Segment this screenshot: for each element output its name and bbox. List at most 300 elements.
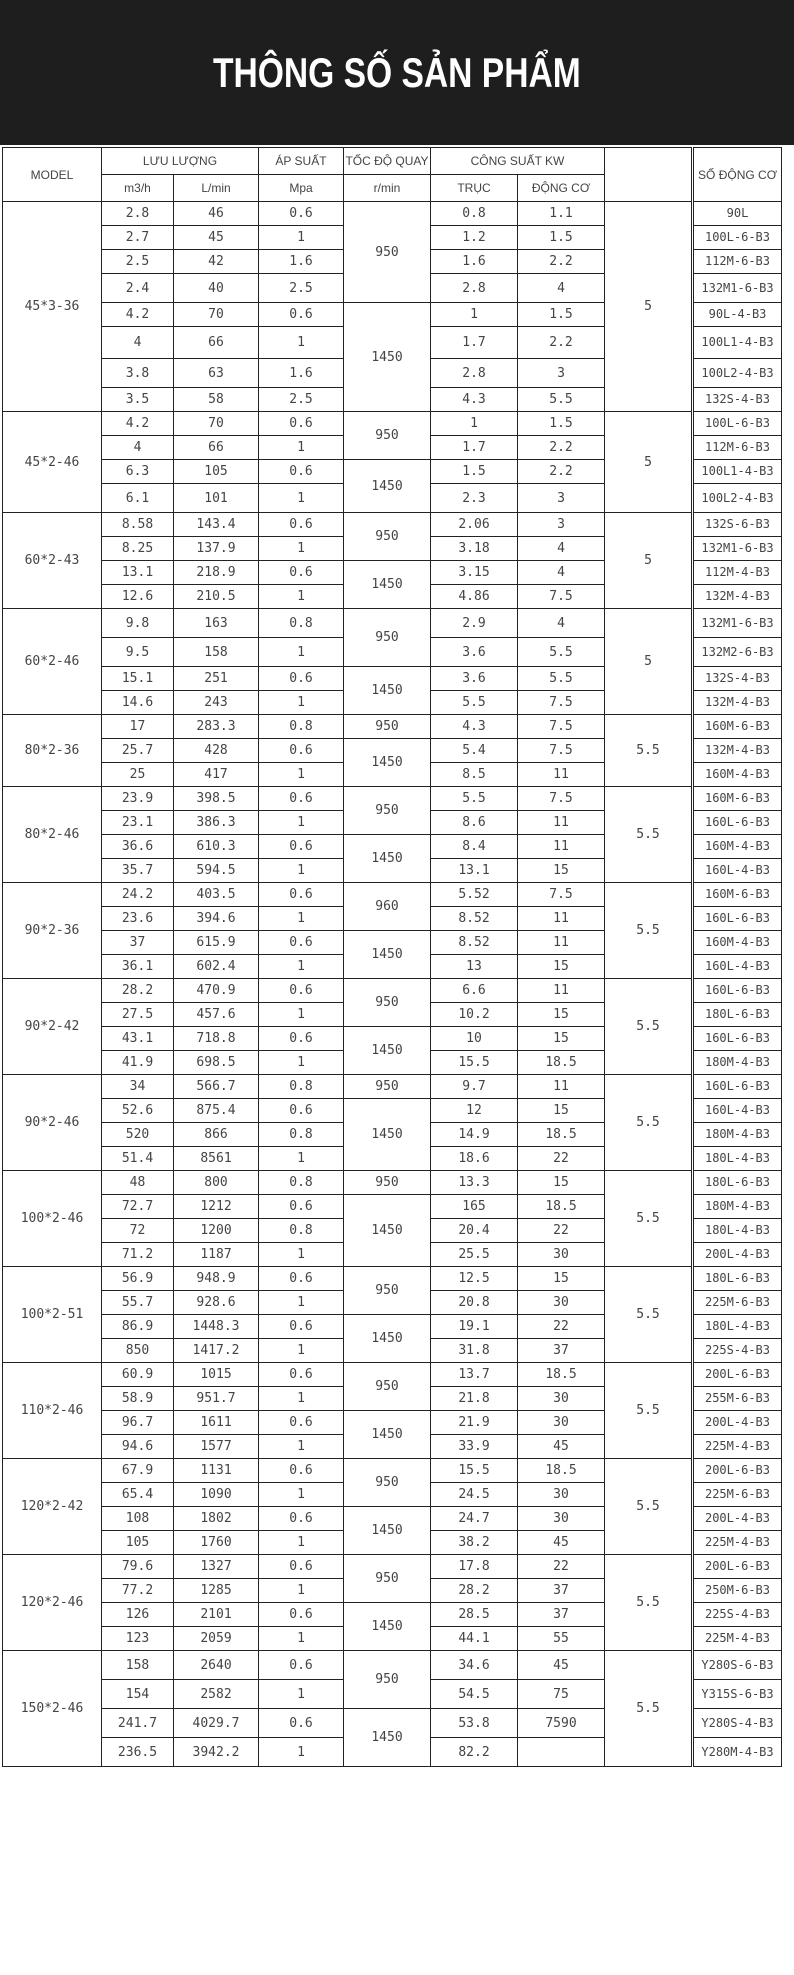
- extra-value-cell: 5.5: [605, 1267, 692, 1363]
- motor-number-cell: 160M-4-B3: [694, 835, 782, 859]
- engine-power-cell: 30: [518, 1387, 605, 1411]
- engine-power-cell: 18.5: [518, 1195, 605, 1219]
- shaft-power-cell: 4.3: [431, 388, 518, 412]
- shaft-power-cell: 2.8: [431, 274, 518, 303]
- motor-number-cell: 132M-4-B3: [694, 585, 782, 609]
- motor-number-cell: 112M-6-B3: [694, 250, 782, 274]
- motor-number-cell: 180L-4-B3: [694, 1219, 782, 1243]
- table-row: [3, 1267, 782, 1291]
- flow-m3h-cell: 123: [102, 1627, 174, 1651]
- pressure-cell: 0.8: [259, 1219, 344, 1243]
- motor-number-cell: 180M-4-B3: [694, 1195, 782, 1219]
- engine-power-cell: 15: [518, 1171, 605, 1195]
- flow-lmin-cell: 2059: [174, 1627, 259, 1651]
- shaft-power-cell: 1: [431, 303, 518, 327]
- shaft-power-cell: 3.6: [431, 667, 518, 691]
- flow-m3h-cell: 158: [102, 1651, 174, 1680]
- flow-m3h-cell: 2.5: [102, 250, 174, 274]
- pressure-cell: 0.8: [259, 1123, 344, 1147]
- pressure-cell: 0.6: [259, 1459, 344, 1483]
- engine-power-cell: 45: [518, 1651, 605, 1680]
- shaft-power-cell: 1.2: [431, 226, 518, 250]
- motor-number-cell: 180L-4-B3: [694, 1147, 782, 1171]
- engine-power-cell: 7.5: [518, 715, 605, 739]
- flow-m3h-cell: 96.7: [102, 1411, 174, 1435]
- pressure-cell: 1: [259, 327, 344, 359]
- speed-cell: 950: [344, 1651, 431, 1709]
- flow-m3h-cell: 25.7: [102, 739, 174, 763]
- pressure-cell: 1: [259, 1738, 344, 1767]
- flow-lmin-cell: 1015: [174, 1363, 259, 1387]
- model-cell: 45*3-36: [3, 202, 102, 412]
- extra-value-cell: 5.5: [605, 1363, 692, 1459]
- shaft-power-cell: 8.52: [431, 907, 518, 931]
- flow-lmin-cell: 70: [174, 412, 259, 436]
- motor-number-cell: 160L-4-B3: [694, 1099, 782, 1123]
- shaft-power-cell: 8.5: [431, 763, 518, 787]
- flow-m3h-cell: 36.1: [102, 955, 174, 979]
- shaft-power-cell: 53.8: [431, 1709, 518, 1738]
- flow-lmin-cell: 1327: [174, 1555, 259, 1579]
- flow-m3h-cell: 56.9: [102, 1267, 174, 1291]
- pressure-cell: 1: [259, 955, 344, 979]
- pressure-cell: 1: [259, 226, 344, 250]
- pressure-cell: 0.6: [259, 202, 344, 226]
- pressure-cell: 0.6: [259, 979, 344, 1003]
- page-title: THÔNG SỐ SẢN PHẨM: [213, 48, 581, 96]
- table-row: [3, 787, 782, 811]
- flow-lmin-cell: 470.9: [174, 979, 259, 1003]
- engine-power-cell: 37: [518, 1603, 605, 1627]
- motor-number-cell: 112M-6-B3: [694, 436, 782, 460]
- motor-number-cell: 132M1-6-B3: [694, 609, 782, 638]
- motor-number-cell: Y280S-4-B3: [694, 1709, 782, 1738]
- speed-cell: 950: [344, 609, 431, 667]
- flow-m3h-cell: 23.6: [102, 907, 174, 931]
- motor-number-cell: 225S-4-B3: [694, 1603, 782, 1627]
- speed-cell: 950: [344, 1459, 431, 1507]
- pressure-cell: 2.5: [259, 388, 344, 412]
- extra-value-cell: 5.5: [605, 1555, 692, 1651]
- speed-cell: 1450: [344, 667, 431, 715]
- motor-number-cell: 132S-6-B3: [694, 513, 782, 537]
- motor-number-cell: 132S-4-B3: [694, 667, 782, 691]
- motor-number-cell: 112M-4-B3: [694, 561, 782, 585]
- motor-number-cell: 90L-4-B3: [694, 303, 782, 327]
- flow-lmin-cell: 698.5: [174, 1051, 259, 1075]
- pressure-cell: 1: [259, 484, 344, 513]
- engine-power-cell: 18.5: [518, 1123, 605, 1147]
- flow-m3h-cell: 4: [102, 327, 174, 359]
- model-cell: 80*2-36: [3, 715, 102, 787]
- flow-lmin-cell: 428: [174, 739, 259, 763]
- flow-lmin-cell: 45: [174, 226, 259, 250]
- speed-cell: 1450: [344, 835, 431, 883]
- speed-cell: 950: [344, 715, 431, 739]
- shaft-power-cell: 17.8: [431, 1555, 518, 1579]
- header-engine: ĐỘNG CƠ: [518, 175, 605, 202]
- pressure-cell: 1: [259, 1579, 344, 1603]
- speed-cell: 950: [344, 412, 431, 460]
- motor-number-cell: 132M1-6-B3: [694, 274, 782, 303]
- engine-power-cell: 22: [518, 1219, 605, 1243]
- header-blank: [605, 148, 692, 202]
- engine-power-cell: 2.2: [518, 460, 605, 484]
- flow-lmin-cell: 1577: [174, 1435, 259, 1459]
- motor-number-cell: 180M-4-B3: [694, 1051, 782, 1075]
- flow-m3h-cell: 77.2: [102, 1579, 174, 1603]
- shaft-power-cell: 9.7: [431, 1075, 518, 1099]
- shaft-power-cell: 165: [431, 1195, 518, 1219]
- motor-number-cell: Y280M-4-B3: [694, 1738, 782, 1767]
- flow-lmin-cell: 58: [174, 388, 259, 412]
- pressure-cell: 0.6: [259, 1099, 344, 1123]
- engine-power-cell: 75: [518, 1680, 605, 1709]
- spec-table-body: [3, 202, 782, 1767]
- flow-m3h-cell: 850: [102, 1339, 174, 1363]
- extra-value-cell: 5.5: [605, 1459, 692, 1555]
- engine-power-cell: 11: [518, 1075, 605, 1099]
- flow-m3h-cell: 9.8: [102, 609, 174, 638]
- engine-power-cell: 4: [518, 537, 605, 561]
- engine-power-cell: 15: [518, 1003, 605, 1027]
- engine-power-cell: 5.5: [518, 388, 605, 412]
- pressure-cell: 1: [259, 811, 344, 835]
- engine-power-cell: 18.5: [518, 1459, 605, 1483]
- engine-power-cell: 18.5: [518, 1363, 605, 1387]
- flow-m3h-cell: 71.2: [102, 1243, 174, 1267]
- motor-number-cell: 200L-4-B3: [694, 1411, 782, 1435]
- header-mpa: Mpa: [259, 175, 344, 202]
- pressure-cell: 0.6: [259, 561, 344, 585]
- model-cell: 90*2-46: [3, 1075, 102, 1171]
- motor-number-cell: 100L2-4-B3: [694, 359, 782, 388]
- shaft-power-cell: 5.5: [431, 787, 518, 811]
- flow-lmin-cell: 610.3: [174, 835, 259, 859]
- shaft-power-cell: 10: [431, 1027, 518, 1051]
- engine-power-cell: 37: [518, 1579, 605, 1603]
- flow-m3h-cell: 86.9: [102, 1315, 174, 1339]
- pressure-cell: 0.6: [259, 1555, 344, 1579]
- flow-m3h-cell: 24.2: [102, 883, 174, 907]
- engine-power-cell: 7.5: [518, 787, 605, 811]
- extra-value-cell: 5: [605, 609, 692, 715]
- flow-lmin-cell: 243: [174, 691, 259, 715]
- pressure-cell: 0.6: [259, 787, 344, 811]
- flow-m3h-cell: 108: [102, 1507, 174, 1531]
- shaft-power-cell: 20.4: [431, 1219, 518, 1243]
- flow-lmin-cell: 210.5: [174, 585, 259, 609]
- motor-number-cell: 180L-6-B3: [694, 1003, 782, 1027]
- pressure-cell: 0.6: [259, 1363, 344, 1387]
- table-row: [3, 513, 782, 537]
- engine-power-cell: 15: [518, 1099, 605, 1123]
- motor-number-cell: 160M-6-B3: [694, 787, 782, 811]
- speed-cell: 950: [344, 1171, 431, 1195]
- shaft-power-cell: 44.1: [431, 1627, 518, 1651]
- engine-power-cell: 7.5: [518, 883, 605, 907]
- engine-power-cell: 22: [518, 1555, 605, 1579]
- flow-m3h-cell: 4: [102, 436, 174, 460]
- flow-m3h-cell: 17: [102, 715, 174, 739]
- motor-number-cell: 160L-6-B3: [694, 811, 782, 835]
- shaft-power-cell: 5.5: [431, 691, 518, 715]
- flow-lmin-cell: 566.7: [174, 1075, 259, 1099]
- engine-power-cell: 30: [518, 1243, 605, 1267]
- shaft-power-cell: 31.8: [431, 1339, 518, 1363]
- engine-power-cell: 1.5: [518, 226, 605, 250]
- table-row: [3, 979, 782, 1003]
- flow-lmin-cell: 951.7: [174, 1387, 259, 1411]
- flow-lmin-cell: 1448.3: [174, 1315, 259, 1339]
- model-cell: 100*2-51: [3, 1267, 102, 1363]
- flow-m3h-cell: 36.6: [102, 835, 174, 859]
- flow-m3h-cell: 13.1: [102, 561, 174, 585]
- engine-power-cell: 1.5: [518, 303, 605, 327]
- table-row: [3, 202, 782, 226]
- table-row: [3, 1363, 782, 1387]
- header-model: MODEL: [3, 148, 102, 202]
- extra-value-cell: 5.5: [605, 1651, 692, 1767]
- header-flow: LƯU LƯỢNG: [102, 148, 259, 175]
- shaft-power-cell: 54.5: [431, 1680, 518, 1709]
- speed-cell: 950: [344, 1267, 431, 1315]
- flow-lmin-cell: 615.9: [174, 931, 259, 955]
- engine-power-cell: 45: [518, 1531, 605, 1555]
- speed-cell: 1450: [344, 1709, 431, 1767]
- shaft-power-cell: 33.9: [431, 1435, 518, 1459]
- pressure-cell: 1: [259, 1483, 344, 1507]
- flow-lmin-cell: 70: [174, 303, 259, 327]
- engine-power-cell: 18.5: [518, 1051, 605, 1075]
- motor-number-cell: 225S-4-B3: [694, 1339, 782, 1363]
- engine-power-cell: 1.1: [518, 202, 605, 226]
- pressure-cell: 0.6: [259, 1027, 344, 1051]
- flow-lmin-cell: 66: [174, 327, 259, 359]
- engine-power-cell: 2.2: [518, 250, 605, 274]
- flow-m3h-cell: 6.1: [102, 484, 174, 513]
- motor-number-cell: 100L1-4-B3: [694, 460, 782, 484]
- pressure-cell: 1: [259, 1051, 344, 1075]
- flow-m3h-cell: 28.2: [102, 979, 174, 1003]
- flow-m3h-cell: 55.7: [102, 1291, 174, 1315]
- flow-lmin-cell: 403.5: [174, 883, 259, 907]
- shaft-power-cell: 2.9: [431, 609, 518, 638]
- flow-m3h-cell: 15.1: [102, 667, 174, 691]
- flow-m3h-cell: 35.7: [102, 859, 174, 883]
- speed-cell: 1450: [344, 460, 431, 513]
- flow-lmin-cell: 457.6: [174, 1003, 259, 1027]
- extra-value-cell: 5.5: [605, 715, 692, 787]
- shaft-power-cell: 3.15: [431, 561, 518, 585]
- flow-m3h-cell: 9.5: [102, 638, 174, 667]
- motor-number-cell: 180M-4-B3: [694, 1123, 782, 1147]
- motor-number-cell: 100L-6-B3: [694, 412, 782, 436]
- speed-cell: 950: [344, 787, 431, 835]
- motor-number-cell: 225M-4-B3: [694, 1627, 782, 1651]
- engine-power-cell: 11: [518, 979, 605, 1003]
- speed-cell: 950: [344, 1075, 431, 1099]
- pressure-cell: 1: [259, 1435, 344, 1459]
- model-cell: 120*2-46: [3, 1555, 102, 1651]
- speed-cell: 1450: [344, 1507, 431, 1555]
- header-motor-number: SỐ ĐỘNG CƠ: [694, 148, 782, 202]
- motor-number-cell: Y315S-6-B3: [694, 1680, 782, 1709]
- speed-cell: 1450: [344, 1027, 431, 1075]
- model-cell: 110*2-46: [3, 1363, 102, 1459]
- shaft-power-cell: 3.6: [431, 638, 518, 667]
- engine-power-cell: 2.2: [518, 327, 605, 359]
- speed-cell: 1450: [344, 1315, 431, 1363]
- flow-lmin-cell: 3942.2: [174, 1738, 259, 1767]
- shaft-power-cell: 4.3: [431, 715, 518, 739]
- pressure-cell: 2.5: [259, 274, 344, 303]
- motor-number-cell: 180L-6-B3: [694, 1267, 782, 1291]
- flow-m3h-cell: 51.4: [102, 1147, 174, 1171]
- flow-lmin-cell: 386.3: [174, 811, 259, 835]
- flow-lmin-cell: 1285: [174, 1579, 259, 1603]
- shaft-power-cell: 2.3: [431, 484, 518, 513]
- table-row: [3, 715, 782, 739]
- engine-power-cell: 3: [518, 484, 605, 513]
- pressure-cell: 1: [259, 859, 344, 883]
- pressure-cell: 1: [259, 907, 344, 931]
- flow-m3h-cell: 2.4: [102, 274, 174, 303]
- flow-lmin-cell: 158: [174, 638, 259, 667]
- motor-number-cell: 132M-4-B3: [694, 691, 782, 715]
- extra-value-cell: 5.5: [605, 883, 692, 979]
- model-cell: 45*2-46: [3, 412, 102, 513]
- flow-lmin-cell: 594.5: [174, 859, 259, 883]
- engine-power-cell: 7.5: [518, 739, 605, 763]
- engine-power-cell: 11: [518, 931, 605, 955]
- shaft-power-cell: 34.6: [431, 1651, 518, 1680]
- model-cell: 120*2-42: [3, 1459, 102, 1555]
- pressure-cell: 0.8: [259, 609, 344, 638]
- pressure-cell: 0.8: [259, 1171, 344, 1195]
- pressure-cell: 1: [259, 1147, 344, 1171]
- flow-lmin-cell: 928.6: [174, 1291, 259, 1315]
- flow-lmin-cell: 1417.2: [174, 1339, 259, 1363]
- pressure-cell: 1: [259, 537, 344, 561]
- flow-m3h-cell: 79.6: [102, 1555, 174, 1579]
- flow-m3h-cell: 37: [102, 931, 174, 955]
- extra-value-cell: 5: [605, 513, 692, 609]
- table-row: [3, 412, 782, 436]
- engine-power-cell: 30: [518, 1483, 605, 1507]
- motor-number-cell: 160L-4-B3: [694, 859, 782, 883]
- flow-lmin-cell: 46: [174, 202, 259, 226]
- flow-m3h-cell: 25: [102, 763, 174, 787]
- speed-cell: 1450: [344, 1099, 431, 1171]
- flow-lmin-cell: 1187: [174, 1243, 259, 1267]
- flow-m3h-cell: 72: [102, 1219, 174, 1243]
- shaft-power-cell: 19.1: [431, 1315, 518, 1339]
- pressure-cell: 0.6: [259, 1267, 344, 1291]
- shaft-power-cell: 12: [431, 1099, 518, 1123]
- speed-cell: 1450: [344, 931, 431, 979]
- flow-m3h-cell: 520: [102, 1123, 174, 1147]
- engine-power-cell: 37: [518, 1339, 605, 1363]
- pressure-cell: 1: [259, 1003, 344, 1027]
- extra-value-cell: 5: [605, 202, 692, 412]
- engine-power-cell: 15: [518, 1027, 605, 1051]
- shaft-power-cell: 6.6: [431, 979, 518, 1003]
- motor-number-cell: 90L: [694, 202, 782, 226]
- flow-m3h-cell: 12.6: [102, 585, 174, 609]
- extra-value-cell: 5.5: [605, 979, 692, 1075]
- shaft-power-cell: 10.2: [431, 1003, 518, 1027]
- speed-cell: 950: [344, 202, 431, 303]
- flow-lmin-cell: 2582: [174, 1680, 259, 1709]
- shaft-power-cell: 15.5: [431, 1459, 518, 1483]
- flow-m3h-cell: 241.7: [102, 1709, 174, 1738]
- header-rmin: r/min: [344, 175, 431, 202]
- engine-power-cell: 45: [518, 1435, 605, 1459]
- shaft-power-cell: 13.7: [431, 1363, 518, 1387]
- flow-m3h-cell: 23.9: [102, 787, 174, 811]
- motor-number-cell: 100L2-4-B3: [694, 484, 782, 513]
- flow-lmin-cell: 143.4: [174, 513, 259, 537]
- pressure-cell: 1: [259, 1243, 344, 1267]
- flow-lmin-cell: 1200: [174, 1219, 259, 1243]
- engine-power-cell: 7590: [518, 1709, 605, 1738]
- engine-power-cell: 55: [518, 1627, 605, 1651]
- shaft-power-cell: 0.8: [431, 202, 518, 226]
- motor-number-cell: 160L-6-B3: [694, 979, 782, 1003]
- flow-lmin-cell: 800: [174, 1171, 259, 1195]
- motor-number-cell: 225M-6-B3: [694, 1291, 782, 1315]
- flow-m3h-cell: 67.9: [102, 1459, 174, 1483]
- header-lmin: L/min: [174, 175, 259, 202]
- motor-number-cell: 160L-6-B3: [694, 1075, 782, 1099]
- shaft-power-cell: 18.6: [431, 1147, 518, 1171]
- engine-power-cell: 2.2: [518, 436, 605, 460]
- engine-power-cell: 15: [518, 859, 605, 883]
- flow-m3h-cell: 27.5: [102, 1003, 174, 1027]
- speed-cell: 1450: [344, 561, 431, 609]
- motor-number-cell: 200L-6-B3: [694, 1555, 782, 1579]
- engine-power-cell: 11: [518, 763, 605, 787]
- flow-m3h-cell: 2.8: [102, 202, 174, 226]
- motor-number-cell: 160M-6-B3: [694, 883, 782, 907]
- shaft-power-cell: 4.86: [431, 585, 518, 609]
- page-header: [0, 0, 794, 145]
- motor-number-cell: 160L-6-B3: [694, 1027, 782, 1051]
- pressure-cell: 0.6: [259, 835, 344, 859]
- flow-lmin-cell: 948.9: [174, 1267, 259, 1291]
- flow-m3h-cell: 2.7: [102, 226, 174, 250]
- speed-cell: 1450: [344, 303, 431, 412]
- pressure-cell: 0.6: [259, 1195, 344, 1219]
- pressure-cell: 0.6: [259, 1709, 344, 1738]
- flow-m3h-cell: 6.3: [102, 460, 174, 484]
- model-cell: 90*2-36: [3, 883, 102, 979]
- motor-number-cell: 132S-4-B3: [694, 388, 782, 412]
- motor-number-cell: 200L-6-B3: [694, 1459, 782, 1483]
- motor-number-cell: 200L-4-B3: [694, 1507, 782, 1531]
- flow-m3h-cell: 4.2: [102, 412, 174, 436]
- engine-power-cell: 15: [518, 1267, 605, 1291]
- flow-m3h-cell: 105: [102, 1531, 174, 1555]
- shaft-power-cell: 2.06: [431, 513, 518, 537]
- flow-lmin-cell: 1611: [174, 1411, 259, 1435]
- speed-cell: 950: [344, 1363, 431, 1411]
- motor-number-cell: 225M-4-B3: [694, 1435, 782, 1459]
- pressure-cell: 0.6: [259, 1603, 344, 1627]
- shaft-power-cell: 21.8: [431, 1387, 518, 1411]
- motor-number-cell: 132M-4-B3: [694, 739, 782, 763]
